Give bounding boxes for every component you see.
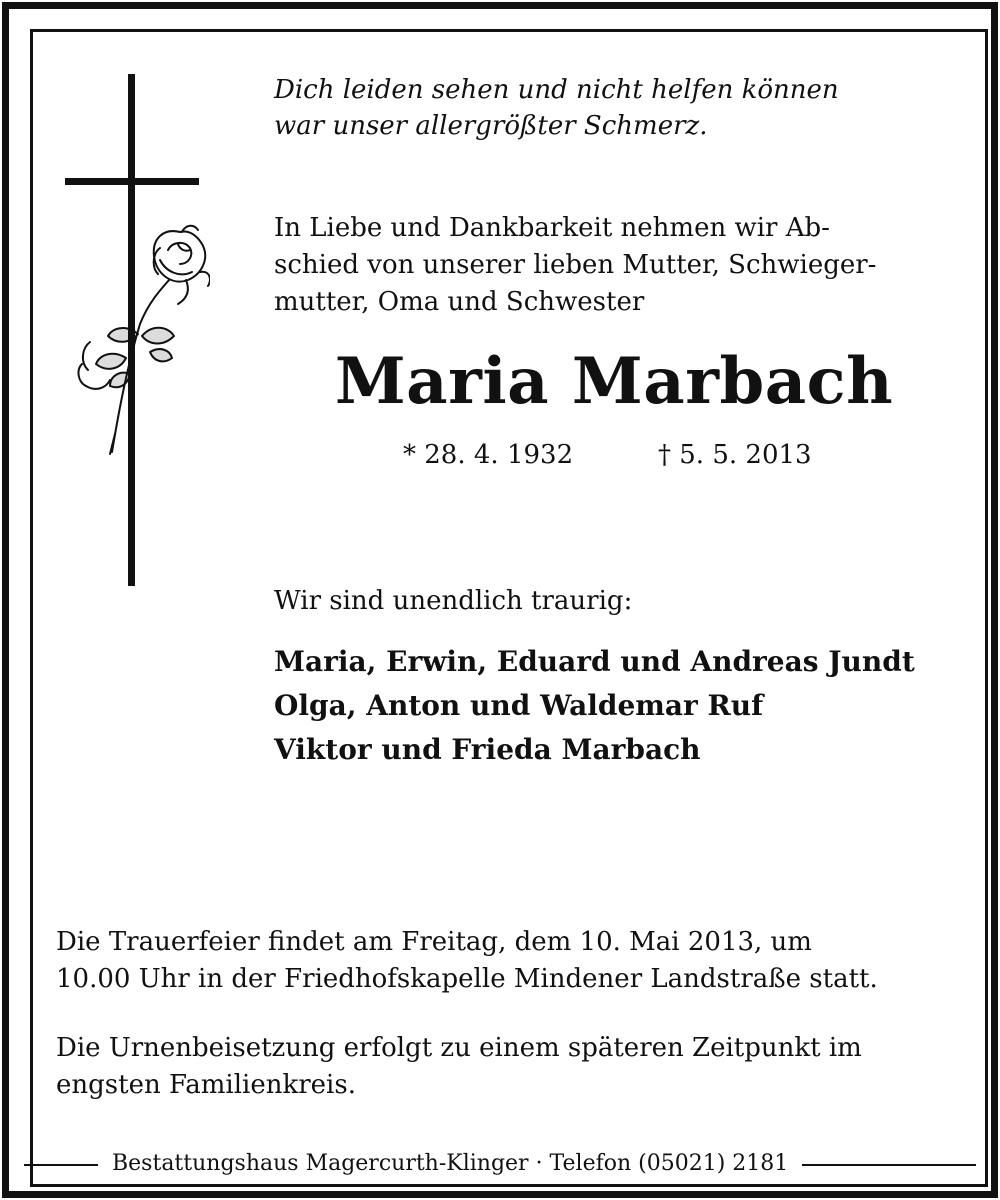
- cross-rose-illustration: [60, 74, 210, 594]
- mourner-line: Maria, Erwin, Eduard und Andreas Jundt: [274, 645, 915, 678]
- notice-line: Die Trauerfeier findet am Freitag, dem 10. Mai 2013, um: [56, 927, 812, 957]
- announcement-text: [274, 210, 938, 321]
- rose-icon: [79, 226, 210, 454]
- funeral-home-footer: Bestattungshaus Magercurth-Klinger · Telefon (05021) 2181: [98, 1150, 802, 1178]
- burial-notice: [56, 1030, 944, 1104]
- notice-line: engsten Familienkreis.: [56, 1070, 356, 1100]
- announcement-line: schied von unserer lieben Mutter, Schwieger-: [274, 250, 877, 280]
- mourner-line: Viktor und Frieda Marbach: [274, 733, 701, 766]
- notice-line: 10.00 Uhr in der Friedhofskapelle Mindener Landstraße statt.: [56, 964, 878, 994]
- announcement-line: In Liebe und Dankbarkeit nehmen wir Ab-: [274, 213, 830, 243]
- announcement-line: mutter, Oma und Schwester: [274, 287, 645, 317]
- mourner-line: Olga, Anton und Waldemar Ruf: [274, 689, 764, 722]
- motto-verse: Dich leiden sehen und nicht helfen können war unser allergrößter Schmerz.: [274, 75, 839, 141]
- funeral-notice: [56, 924, 944, 998]
- mourners-list: [274, 640, 915, 772]
- birth-date: * 28. 4. 1932: [403, 440, 574, 470]
- death-date: † 5. 5. 2013: [658, 440, 812, 470]
- notice-line: Die Urnenbeisetzung erfolgt zu einem späteren Zeitpunkt im: [56, 1033, 862, 1063]
- deceased-name: Maria Marbach: [334, 344, 894, 419]
- mourners-intro: Wir sind unendlich traurig:: [274, 586, 633, 616]
